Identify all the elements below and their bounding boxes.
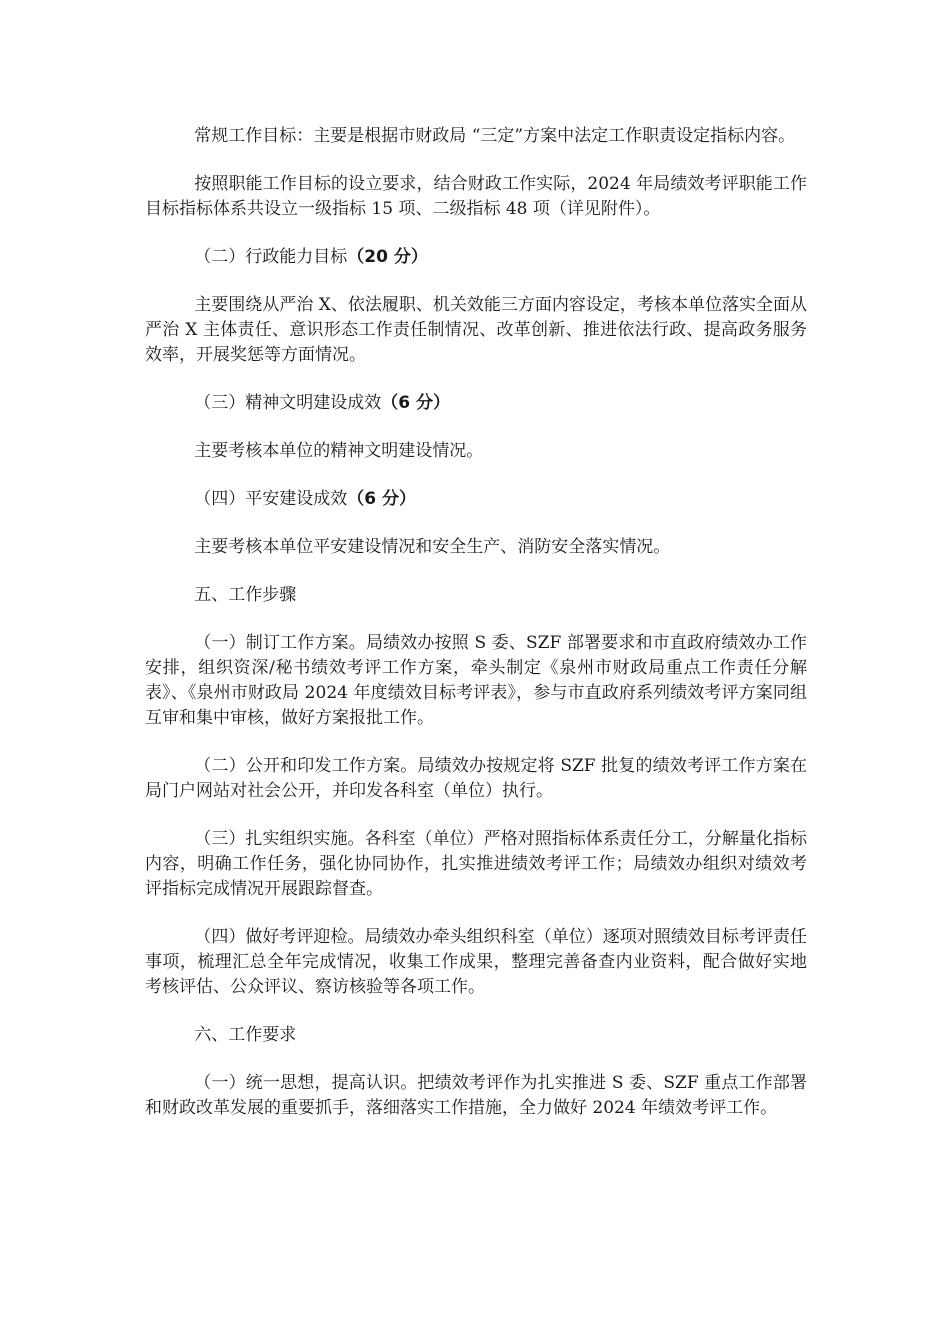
paragraph-step-1: （一）制订工作方案。局绩效办按照 S 委、SZF 部署要求和市直政府绩效办工作安排，组织资深/秘书绩效考评工作方案，牵头制定《泉州市财政局重点工作责任分解表》、《泉州市财政局 2024 年度绩效目标考评表》，参与市直政府系列绩效考评方案同组互审和集中审核，做好方案报批工作。 [145, 633, 807, 728]
paragraph-step-2: （二）公开和印发工作方案。局绩效办按规定将 SZF 批复的绩效考评工作方案在局门户网站对社会公开，并印发各科室（单位）执行。 [145, 756, 807, 801]
paragraph-regular-goals: 常规工作目标：主要是根据市财政局 “三定”方案中法定工作职责设定指标内容。 [194, 126, 796, 146]
document-page [145, 124, 807, 1121]
heading-safety-text: （四）平安建设成效 [194, 489, 348, 509]
paragraph-admin-capacity: 主要围绕从严治 X、依法履职、机关效能三方面内容设定，考核本单位落实全面从严治 X 主体责任、意识形态工作责任制情况、改革创新、推进依法行政、提高政务服务效率，开展奖惩等方面情况。 [145, 295, 807, 365]
paragraph-requirement-1: （一）统一思想，提高认识。把绩效考评作为扎实推进 S 委、SZF 重点工作部署和财政改革发展的重要抓手，落细落实工作措施，全力做好 2024 年绩效考评工作。 [145, 1073, 807, 1118]
section-title-work-requirements: 六、工作要求 [194, 1025, 297, 1045]
paragraph-safety: 主要考核本单位平安建设情况和安全生产、消防安全落实情况。 [194, 537, 671, 557]
paragraph-step-3: （三）扎实组织实施。各科室（单位）严格对照指标体系责任分工，分解量化指标内容，明确工作任务，强化协同协作，扎实推进绩效考评工作；局绩效办组织对绩效考评指标完成情况开展跟踪督查。 [145, 829, 807, 899]
heading-admin-capacity [145, 245, 807, 270]
heading-safety-score: （6 分） [347, 489, 417, 509]
paragraph-function-indicators: 按照职能工作目标的设立要求，结合财政工作实际，2024 年局绩效考评职能工作目标指标体系共设立一级指标 15 项、二级指标 48 项（详见附件）。 [145, 174, 807, 219]
heading-civilization-text: （三）精神文明建设成效 [194, 393, 382, 413]
paragraph-step-4: （四）做好考评迎检。局绩效办牵头组织科室（单位）逐项对照绩效目标考评责任事项，梳理汇总全年完成情况，收集工作成果，整理完善备查内业资料，配合做好实地考核评估、公众评议、察访核验等各项工作。 [145, 927, 807, 997]
heading-safety [145, 487, 807, 512]
heading-civilization-score: （6 分） [381, 393, 451, 413]
section-title-work-steps: 五、工作步骤 [194, 585, 297, 605]
heading-civilization [145, 391, 807, 416]
heading-admin-capacity-text: （二）行政能力目标 [194, 247, 348, 267]
heading-admin-capacity-score: （20 分） [347, 247, 428, 267]
paragraph-civilization: 主要考核本单位的精神文明建设情况。 [194, 441, 484, 461]
